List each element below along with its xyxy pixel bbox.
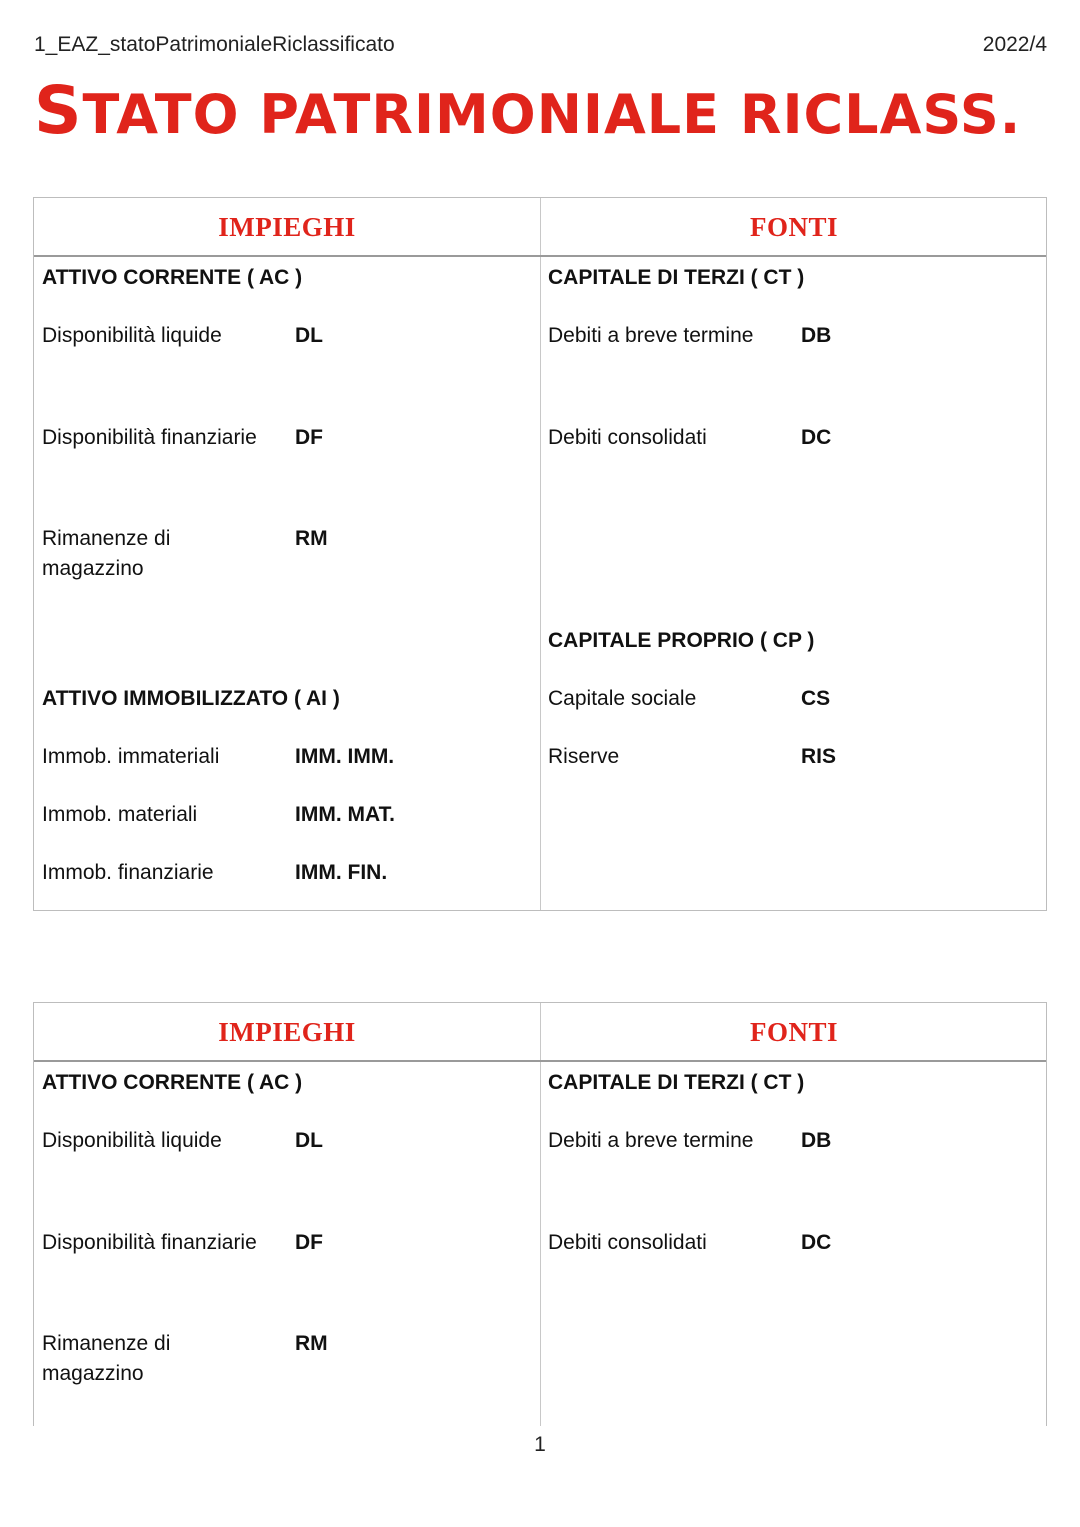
ris-code: RIS: [801, 745, 837, 768]
imm-fin-code: IMM. FIN.: [295, 861, 388, 884]
page-number: 1: [534, 1433, 546, 1456]
db-label: Debiti a breve termine: [548, 324, 754, 347]
impieghi-header: IMPIEGHI: [218, 211, 356, 242]
rm-label: Rimanenze di magazzino: [42, 527, 171, 580]
db-code: DB: [801, 1129, 832, 1152]
header-rule: [34, 255, 1046, 257]
ris-label: Riserve: [548, 745, 620, 768]
balance-sheet-table-2: [33, 1002, 1047, 1426]
dl-code: DL: [295, 1129, 323, 1152]
column-divider: [540, 1003, 541, 1426]
imm-imm-code: IMM. IMM.: [295, 745, 395, 768]
imm-mat-label: Immob. materiali: [42, 803, 198, 826]
dl-label: Disponibilità liquide: [42, 1129, 222, 1152]
impieghi-header: IMPIEGHI: [218, 1016, 356, 1047]
imm-imm-label: Immob. immateriali: [42, 745, 220, 768]
dl-code: DL: [295, 324, 323, 347]
df-label: Disponibilità finanziarie: [42, 426, 257, 449]
dc-code: DC: [801, 1231, 832, 1254]
capitale-proprio-title: CAPITALE PROPRIO ( CP ): [548, 629, 815, 652]
capitale-terzi-title: CAPITALE DI TERZI ( CT ): [548, 1071, 805, 1094]
document-date: 2022/4: [982, 33, 1047, 56]
dc-label: Debiti consolidati: [548, 426, 707, 449]
balance-sheet-table-1: [33, 197, 1047, 911]
attivo-immobilizzato-title: ATTIVO IMMOBILIZZATO ( AI ): [42, 687, 340, 710]
attivo-corrente-title: ATTIVO CORRENTE ( AC ): [42, 266, 303, 289]
rm-label: Rimanenze di magazzino: [42, 1332, 171, 1385]
title-rest: TATO PATRIMONIALE RICLASS.: [82, 83, 1022, 146]
page-title: [34, 72, 1021, 149]
fonti-header: FONTI: [749, 211, 838, 242]
imm-mat-code: IMM. MAT.: [295, 803, 395, 826]
attivo-corrente-title: ATTIVO CORRENTE ( AC ): [42, 1071, 303, 1094]
rm-code: RM: [295, 527, 328, 550]
title-initial: S: [34, 72, 83, 149]
fonti-header: FONTI: [749, 1016, 838, 1047]
cs-code: CS: [801, 687, 831, 710]
cs-label: Capitale sociale: [548, 687, 697, 710]
db-label: Debiti a breve termine: [548, 1129, 754, 1152]
df-code: DF: [295, 1231, 323, 1254]
capitale-terzi-title: CAPITALE DI TERZI ( CT ): [548, 266, 805, 289]
dc-label: Debiti consolidati: [548, 1231, 707, 1254]
imm-fin-label: Immob. finanziarie: [42, 861, 214, 884]
document-filename: 1_EAZ_statoPatrimonialeRiclassificato: [34, 33, 395, 56]
header-rule: [34, 1060, 1046, 1062]
db-code: DB: [801, 324, 832, 347]
dl-label: Disponibilità liquide: [42, 324, 222, 347]
df-label: Disponibilità finanziarie: [42, 1231, 257, 1254]
df-code: DF: [295, 426, 323, 449]
column-divider: [540, 198, 541, 910]
dc-code: DC: [801, 426, 832, 449]
rm-code: RM: [295, 1332, 328, 1355]
